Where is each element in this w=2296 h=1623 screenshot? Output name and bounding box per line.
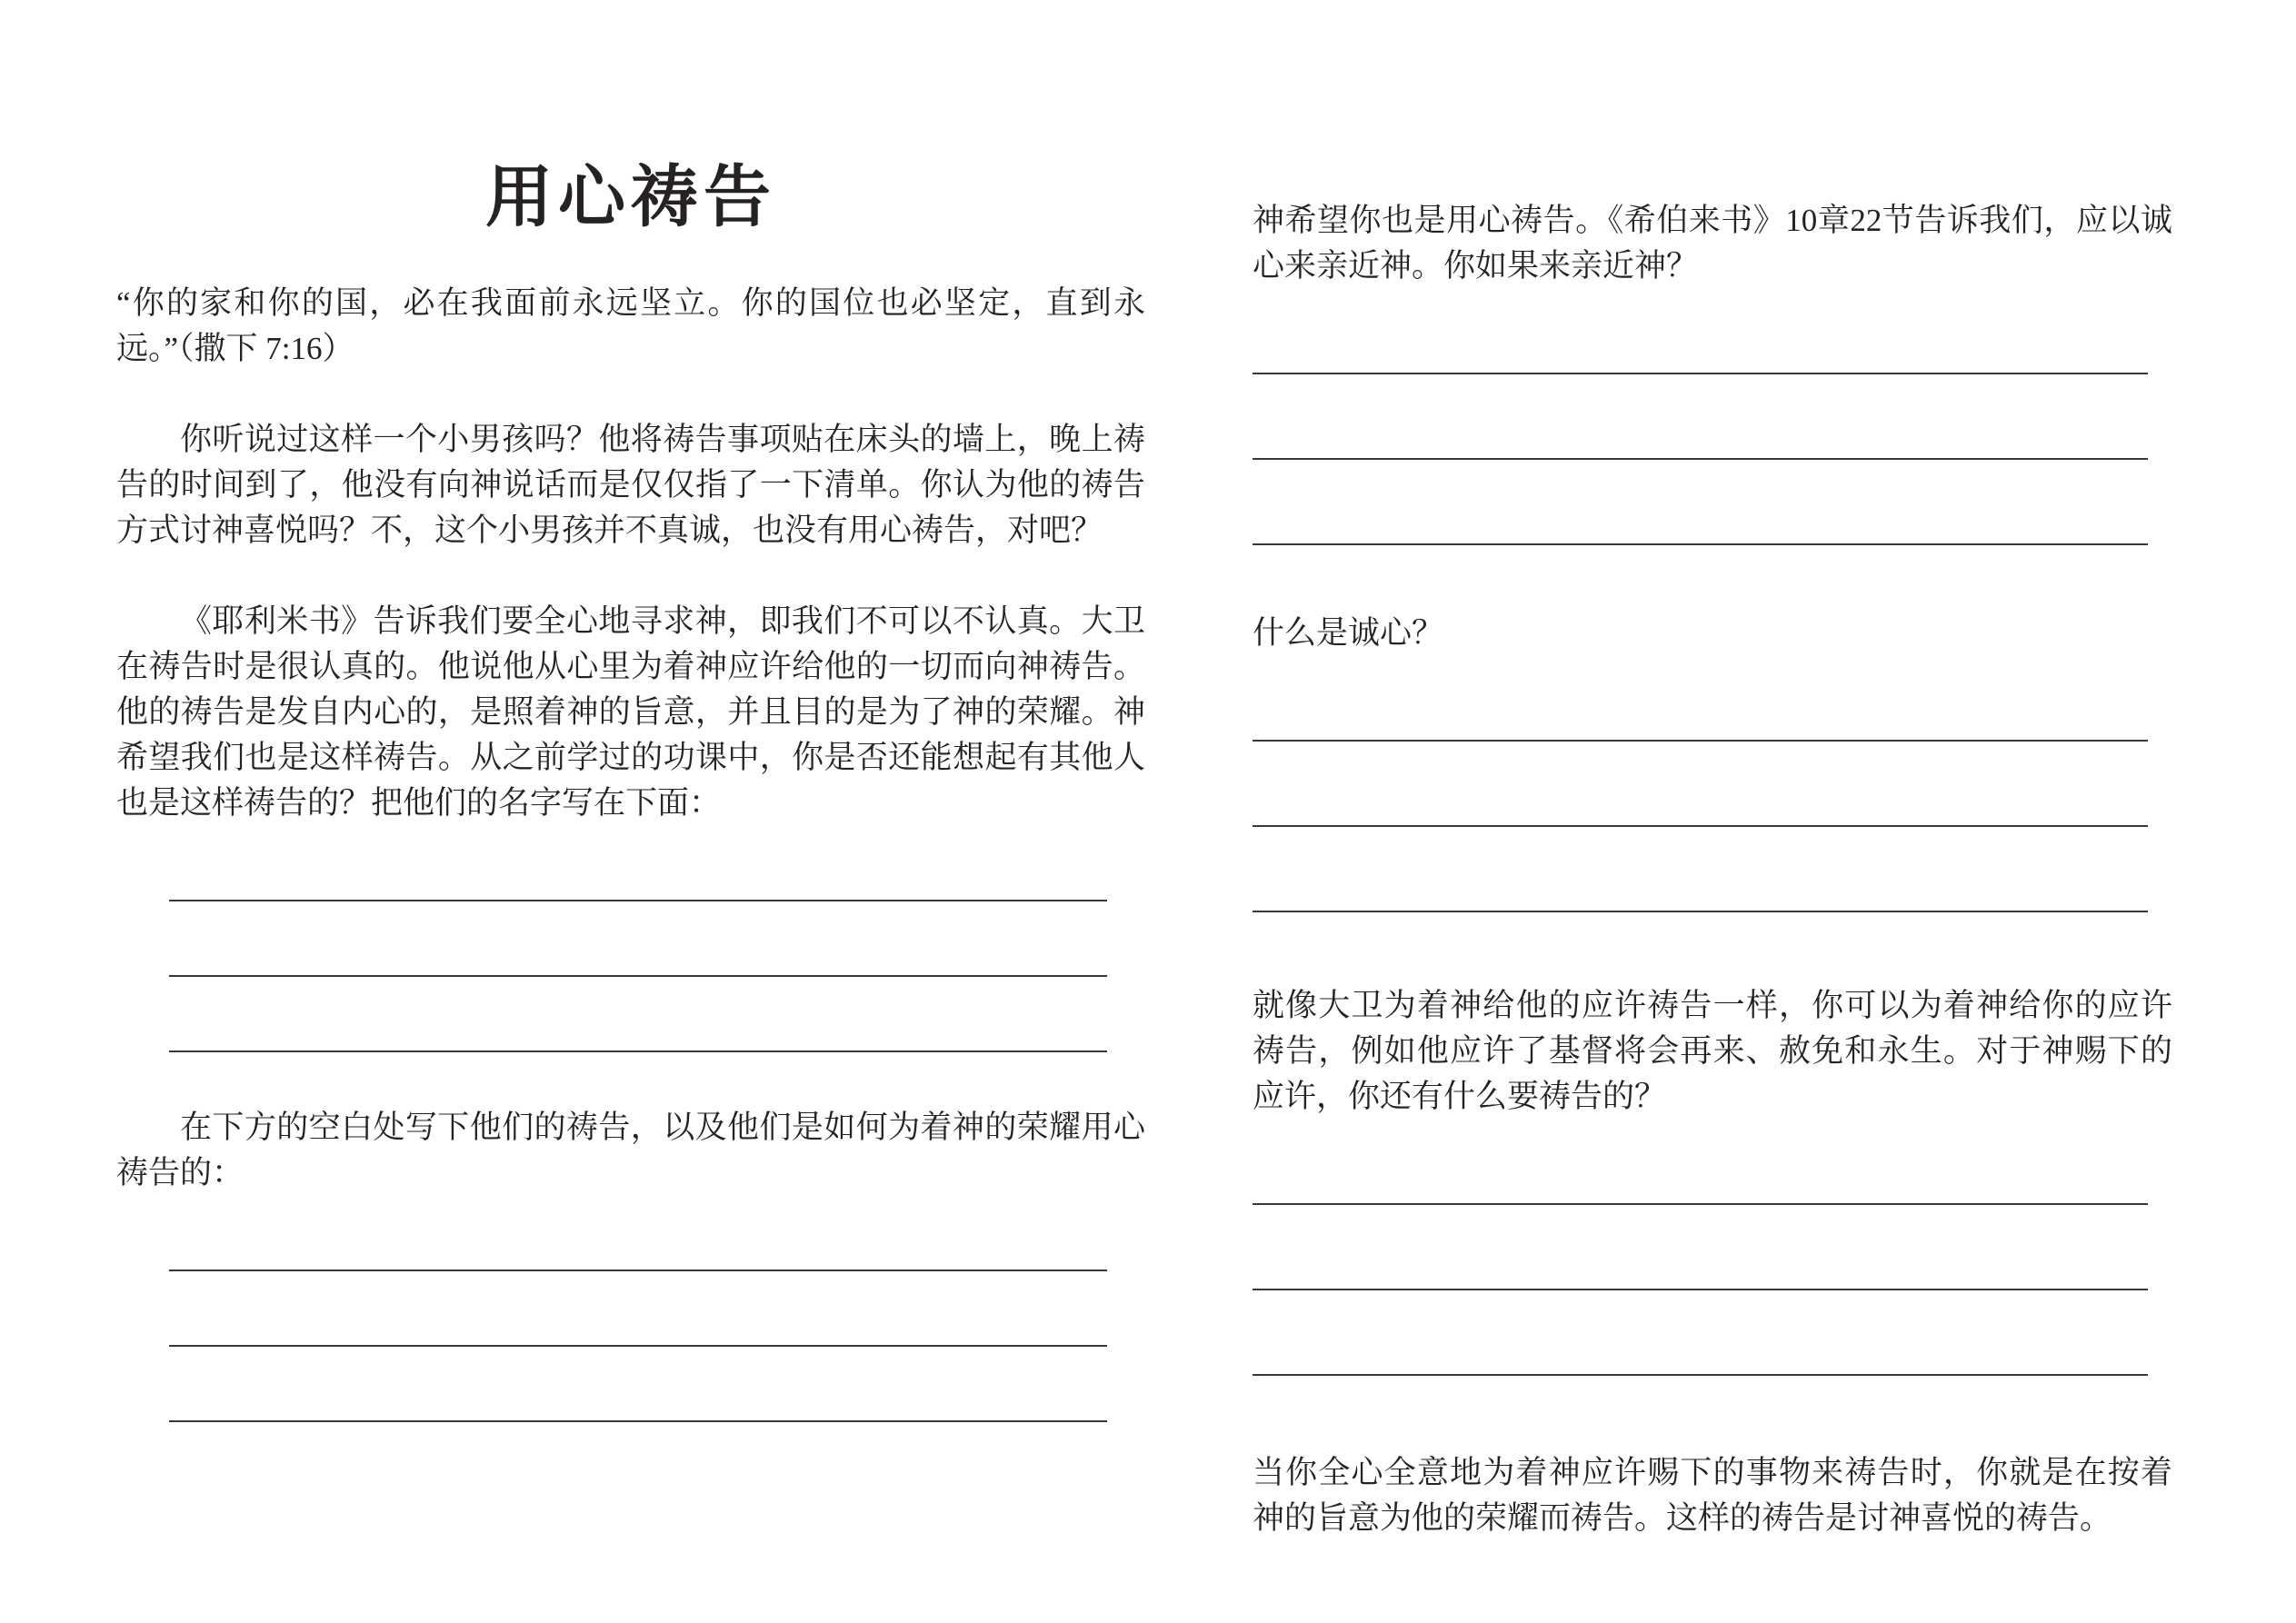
answer-line (1253, 289, 2148, 374)
left-column (116, 0, 1145, 1422)
answer-line (1253, 1120, 2148, 1205)
scripture-quote: “你的家和你的国，必在我面前永远坚立。你的国位也必坚定，直到永远。”（撒下 7:16） (116, 284, 1145, 366)
answer-line (169, 1347, 1107, 1422)
answer-line (169, 977, 1107, 1052)
answer-line (1253, 460, 2148, 545)
answer-line (169, 1196, 1107, 1271)
right-column (1253, 0, 2172, 1541)
answer-lines-sincerity (1253, 656, 2148, 912)
answer-line (169, 901, 1107, 977)
answer-line (1253, 742, 2148, 827)
answer-line (1253, 1290, 2148, 1376)
paragraph-closing: 当你全心全意地为着神应许赐下的事物来祷告时，你就是在按着神的旨意为他的荣耀而祷告。这样的祷告是讨神喜悦的祷告。 (1253, 1455, 2172, 1536)
answer-line (169, 826, 1107, 901)
answer-line (1253, 1205, 2148, 1290)
answer-line (1253, 827, 2148, 912)
answer-lines-approach (1253, 289, 2148, 545)
answer-lines-promises (1253, 1120, 2148, 1376)
answer-lines-names (169, 826, 1107, 1052)
paragraph-little-boy: 你听说过这样一个小男孩吗？他将祷告事项贴在床头的墙上，晚上祷告的时间到了，他没有向神说话而是仅仅指了一下清单。你认为他的祷告方式讨神喜悦吗？不，这个小男孩并不真诚，也没有用心祷告，对吧？ (116, 421, 1145, 548)
answer-line (169, 1271, 1107, 1347)
page-title: 用心祷告 (485, 161, 776, 235)
answer-lines-prayers (169, 1196, 1107, 1422)
paragraph-hebrews: 神希望你也是用心祷告。《希伯来书》10章22节告诉我们，应以诚心来亲近神。你如果来亲近神？ (1253, 203, 2172, 284)
paragraph-jeremiah-david: 《耶利米书》告诉我们要全心地寻求神，即我们不可以不认真。大卫在祷告时是很认真的。他说他从心里为着神应许给他的一切而向神祷告。他的祷告是发自内心的，是照着神的旨意，并且目的是为了神的荣耀。神希望我们也是这样祷告。从之前学过的功课中，你是否还能想起有其他人也是这样祷告的？把他们的名字写在下面： (116, 602, 1145, 821)
answer-line (1253, 656, 2148, 742)
answer-line (1253, 374, 2148, 460)
prompt-write-prayers: 在下方的空白处写下他们的祷告，以及他们是如何为着神的荣耀用心祷告的： (116, 1109, 1145, 1190)
question-sincerity: 什么是诚心？ (1253, 615, 1444, 651)
paragraph-promises: 就像大卫为着神给他的应许祷告一样，你可以为着神给你的应许祷告，例如他应许了基督将会再来、赦免和永生。对于神赐下的应许，你还有什么要祷告的？ (1253, 988, 2172, 1114)
